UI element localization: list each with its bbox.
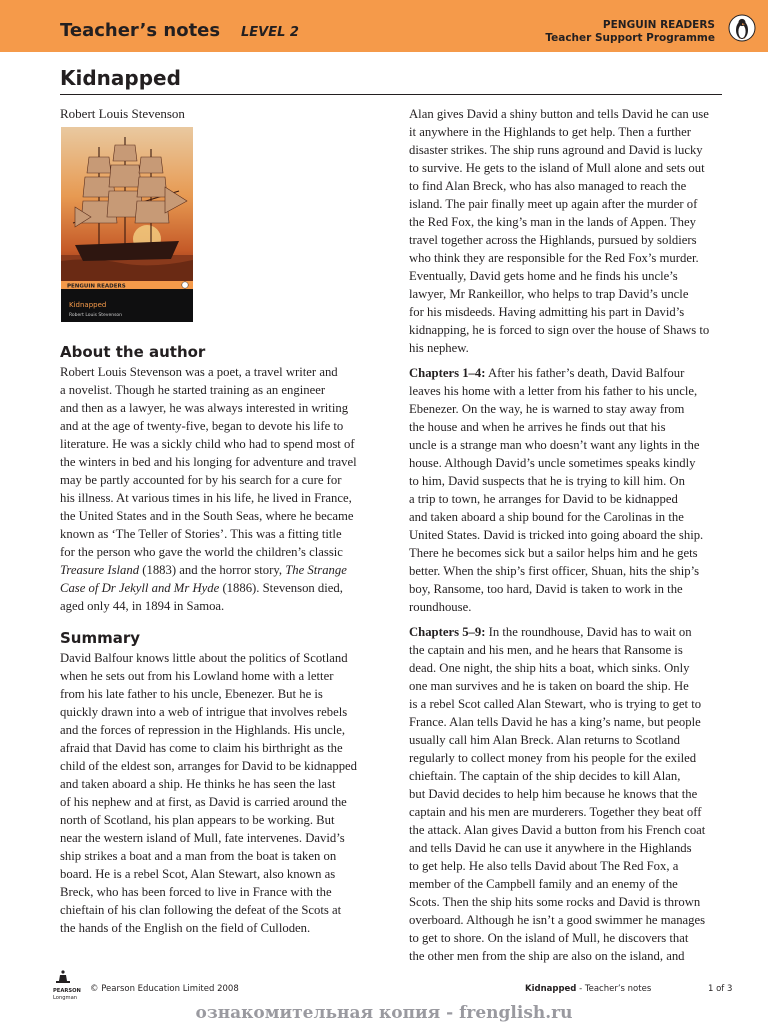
text-line: the captain and his men, and he hears that Ransome is bbox=[409, 643, 683, 657]
text-line: island. The pair finally meet up again after the murder of bbox=[409, 197, 698, 211]
text-line: aged only 44, in 1894 in Samoa. bbox=[60, 599, 225, 613]
text-line: the house and when he arrives he finds out that his bbox=[409, 420, 666, 434]
cover-title: Kidnapped bbox=[69, 301, 107, 309]
text-line bbox=[409, 364, 729, 382]
text-line: afraid that David has come to claim his birthright as the bbox=[60, 741, 343, 755]
text-line: is a rebel Scot called Alan Stewart, who is trying to get to bbox=[409, 697, 702, 711]
text-line: child of the eldest son, arranges for David to be kidnapped bbox=[60, 759, 358, 773]
page-footer bbox=[0, 968, 768, 1004]
text-line: There he becomes sick but a sailor helps him and he gets bbox=[409, 546, 698, 560]
text-line: for the person who gave the world the children’s classic bbox=[60, 545, 343, 559]
text-line: Breck, who has been forced to live in France with the bbox=[60, 885, 332, 899]
text-line: overboard. Although he isn’t a good swimmer he manages bbox=[409, 913, 706, 927]
text-line: captain and his men are murderers. Together they beat off bbox=[409, 805, 702, 819]
text-line: and taken aboard a ship. He thinks he has seen the last bbox=[60, 777, 336, 791]
text-line: who think they are responsible for the Red Fox’s murder. bbox=[409, 251, 699, 265]
book-title-strange-case: The Strange bbox=[285, 563, 347, 577]
programme-name: Teacher Support Programme bbox=[545, 32, 715, 44]
about-heading: About the author bbox=[60, 343, 206, 361]
text-line: boy, Ransome, too hard, David is taken to work in the bbox=[409, 582, 683, 596]
text-line: to him, David suspects that he is trying to kill him. On bbox=[409, 474, 685, 488]
book-title-strange-case-cont: Case of Dr Jekyll and Mr Hyde bbox=[60, 581, 220, 595]
text-line: near the western island of Mull, fate intervenes. David’s bbox=[60, 831, 345, 845]
text-line: leaves his home with a letter from his father to his uncle, bbox=[409, 384, 698, 398]
cover-author: Robert Louis Stevenson bbox=[69, 313, 123, 318]
text-line: the attack. Alan gives David a button from his French coat bbox=[409, 823, 706, 837]
copyright-text: © Pearson Education Limited 2008 bbox=[90, 984, 239, 994]
text-line: one man survives and he is taken on board the ship. He bbox=[409, 679, 689, 693]
text-line: better. When the ship’s first officer, Shuan, hits the ship’s bbox=[409, 564, 700, 578]
text-line: and at the age of twenty-five, began to devote his life to bbox=[60, 419, 344, 433]
text-line: a novelist. Though he started training as an engineer bbox=[60, 383, 326, 397]
text-line: to get help. He also tells David about The Red Fox, a bbox=[409, 859, 679, 873]
level-label: LEVEL 2 bbox=[241, 25, 299, 40]
text-line: when he sets out from his Lowland home with a letter bbox=[60, 669, 334, 683]
text-line: may be partly accounted for by his search for a cure for bbox=[60, 473, 342, 487]
text-line: the winters in bed and his longing for adventure and travel bbox=[60, 455, 357, 469]
footer-title-suffix: - Teacher’s notes bbox=[576, 984, 652, 994]
text-line: house. Although David’s uncle sometimes speaks kindly bbox=[409, 456, 696, 470]
text-line: roundhouse. bbox=[409, 600, 472, 614]
text-fragment: (1886). Stevenson died, bbox=[219, 581, 343, 595]
text-line: regularly to collect money from his people for the exiled bbox=[409, 751, 697, 765]
text-fragment: (1883) and the horror story, bbox=[139, 563, 286, 577]
watermark: ознакомительная копия - frenglish.ru bbox=[195, 1003, 573, 1023]
text-line: to get to shore. On the island of Mull, he discovers that bbox=[409, 931, 689, 945]
text-line: his illness. At various times in his life, he lived in France, bbox=[60, 491, 352, 505]
teachers-notes-label: Teacher’s notes bbox=[60, 20, 221, 41]
text-line: the other men from the ship are also on the island, and bbox=[409, 949, 685, 963]
text-line: usually call him Alan Breck. Alan returns to Scotland bbox=[409, 733, 680, 747]
text-fragment: In the roundhouse, David has to wait on bbox=[485, 625, 692, 639]
text-line: it anywhere in the Highlands to get help. Then a further bbox=[409, 125, 691, 139]
text-line: of his nephew and at first, as David is carried around the bbox=[60, 795, 347, 809]
series-label bbox=[545, 19, 715, 45]
text-line: kidnapping, he is forced to sign over the house of Shaws to bbox=[409, 323, 710, 337]
summary-continuation bbox=[409, 105, 729, 357]
text-line: Robert Louis Stevenson was a poet, a travel writer and bbox=[60, 365, 338, 379]
text-line: Eventually, David gets home and he finds his uncle’s bbox=[409, 269, 678, 283]
text-line: Scots. Then the ship hits some rocks and David is thrown bbox=[409, 895, 701, 909]
chapters-1-4-paragraph bbox=[409, 364, 729, 616]
text-line: his nephew. bbox=[409, 341, 469, 355]
text-line: and tells David he can use it anywhere in the Highlands bbox=[409, 841, 692, 855]
text-line: uncle is a strange man who doesn’t want any lights in the bbox=[409, 438, 700, 452]
text-line: Ebenezer. On the way, he is warned to stay away from bbox=[409, 402, 685, 416]
text-line: known as ‘The Teller of Stories’. This was a fitting title bbox=[60, 527, 342, 541]
book-cover-image bbox=[61, 127, 193, 322]
author-name: Robert Louis Stevenson bbox=[60, 106, 185, 121]
chapters-5-9-paragraph bbox=[409, 623, 729, 965]
text-line: board. He is a rebel Scot, Alan Stewart, also known as bbox=[60, 867, 336, 881]
text-line: for his misdeeds. Having admitting his part in David’s bbox=[409, 305, 685, 319]
cover-series: PENGUIN READERS bbox=[67, 283, 126, 290]
text-line: chieftain of his clan following the defeat of the Scots at bbox=[60, 903, 342, 917]
text-line: chieftain. The captain of the ship decides to kill Alan, bbox=[409, 769, 681, 783]
text-line: travel together across the Highlands, pursued by soldiers bbox=[409, 233, 697, 247]
text-line: but David decides to help him because he knows that the bbox=[409, 787, 698, 801]
penguin-logo-icon bbox=[728, 14, 756, 42]
text-line: lawyer, Mr Rankeillor, who helps to trap David’s uncle bbox=[409, 287, 689, 301]
text-line: dead. One night, the ship hits a boat, which sinks. Only bbox=[409, 661, 690, 675]
text-line: the United States and in the South Seas, where he became bbox=[60, 509, 354, 523]
summary-paragraph bbox=[60, 649, 380, 937]
text-line: to survive. He gets to the island of Mull alone and sets out bbox=[409, 161, 705, 175]
text-line: and then as a lawyer, he was always interested in writing bbox=[60, 401, 349, 415]
series-name: PENGUIN READERS bbox=[602, 19, 715, 31]
about-paragraph bbox=[60, 363, 380, 615]
summary-heading: Summary bbox=[60, 629, 141, 647]
text-fragment: After his father’s death, David Balfour bbox=[485, 366, 685, 380]
text-line bbox=[60, 561, 380, 579]
text-line: and the forces of repression in the Highlands. His uncle, bbox=[60, 723, 346, 737]
text-line: north of Scotland, his plan appears to be working. But bbox=[60, 813, 335, 827]
page-title: Kidnapped bbox=[60, 66, 181, 90]
right-column bbox=[409, 105, 729, 965]
header-bar bbox=[0, 0, 768, 52]
footer-title-bold: Kidnapped bbox=[525, 984, 577, 994]
text-line bbox=[60, 579, 380, 597]
chapters-1-4-label: Chapters 1–4: bbox=[409, 366, 486, 380]
title-divider bbox=[60, 94, 722, 95]
text-line: France. Alan tells David he has a king’s name, but people bbox=[409, 715, 701, 729]
text-line: a trip to town, he arranges for David to be kidnapped bbox=[409, 492, 678, 506]
text-line: David Balfour knows little about the politics of Scotland bbox=[60, 651, 348, 665]
page-number: 1 of 3 bbox=[708, 984, 733, 994]
text-line: literature. He was a sickly child who had to spend most of bbox=[60, 437, 355, 451]
text-line: disaster strikes. The ship runs aground and David is lucky bbox=[409, 143, 703, 157]
book-title-treasure-island: Treasure Island bbox=[60, 563, 140, 577]
text-line: and taken aboard a ship bound for the Carolinas in the bbox=[409, 510, 684, 524]
text-line: the Red Fox, the king’s man in the lands of Appen. They bbox=[409, 215, 696, 229]
text-line: to find Alan Breck, who has also managed to reach the bbox=[409, 179, 687, 193]
text-line: quickly drawn into a web of intrigue that involves rebels bbox=[60, 705, 348, 719]
text-line: United States. David is tricked into going aboard the ship. bbox=[409, 528, 704, 542]
text-line: member of the Campbell family and an enemy of the bbox=[409, 877, 678, 891]
publisher-top: PEARSON bbox=[53, 988, 81, 994]
pearson-longman-logo-icon bbox=[51, 968, 85, 1002]
publisher-bottom: Longman bbox=[53, 995, 78, 1001]
chapters-5-9-label: Chapters 5–9: bbox=[409, 625, 486, 639]
text-line: ship strikes a boat and a man from the boat is taken on bbox=[60, 849, 337, 863]
text-line: Alan gives David a shiny button and tells David he can use bbox=[409, 107, 709, 121]
text-line bbox=[409, 623, 729, 641]
footer-doc-title bbox=[525, 984, 651, 994]
text-line: the hands of the English on the field of Culloden. bbox=[60, 921, 311, 935]
text-line: from his late father to his uncle, Ebenezer. But he is bbox=[60, 687, 323, 701]
